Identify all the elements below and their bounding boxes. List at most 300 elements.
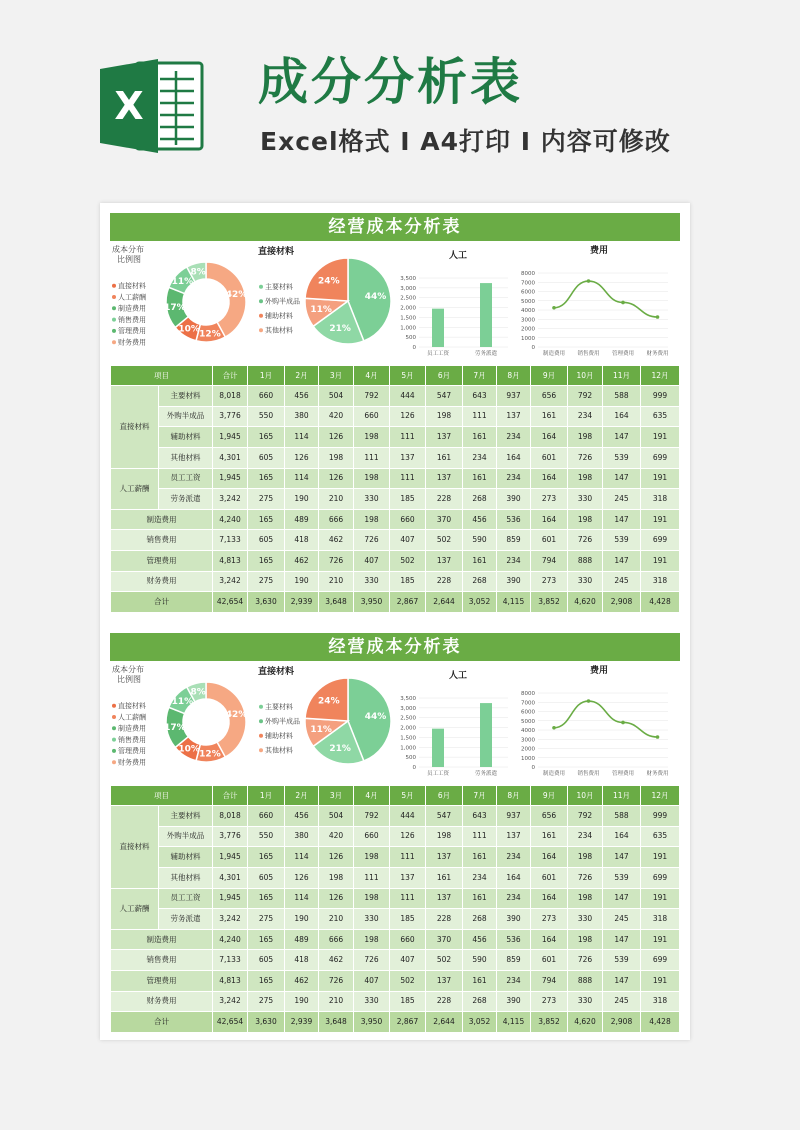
table-row-label: 管理费用 bbox=[111, 551, 213, 572]
cost-sheet-2 bbox=[110, 633, 680, 1033]
table-cell: 330 bbox=[354, 489, 390, 510]
table-cell: 330 bbox=[568, 571, 603, 592]
pie-legend-item: 主要材料 bbox=[265, 283, 293, 291]
table-cell: 228 bbox=[426, 571, 463, 592]
legend-dot bbox=[112, 306, 116, 310]
table-cell: 888 bbox=[568, 551, 603, 572]
table-cell: 601 bbox=[531, 867, 568, 888]
table-cell: 190 bbox=[285, 571, 319, 592]
expense-y-tick: 8000 bbox=[521, 691, 535, 697]
table-cell: 937 bbox=[497, 386, 531, 407]
table-cell: 547 bbox=[426, 806, 463, 827]
donut-slice-label: 42% bbox=[225, 710, 248, 721]
donut-legend-item: 直接材料 bbox=[118, 282, 146, 290]
labor-x-label: 劳务派遣 bbox=[474, 771, 498, 777]
dashboard-charts bbox=[110, 243, 680, 365]
table-cell: 161 bbox=[426, 867, 463, 888]
table-cell: 111 bbox=[354, 867, 390, 888]
table-header-cell: 6月 bbox=[426, 366, 463, 386]
table-row-label: 其他材料 bbox=[159, 447, 213, 468]
table-cell: 126 bbox=[319, 847, 354, 868]
table-cell: 699 bbox=[641, 867, 680, 888]
table-cell: 590 bbox=[463, 530, 497, 551]
table-header-cell: 12月 bbox=[641, 786, 680, 806]
labor-bar bbox=[432, 309, 444, 347]
table-cell: 42,654 bbox=[213, 1012, 248, 1033]
table-row-label: 财务费用 bbox=[111, 571, 213, 592]
table-cell: 114 bbox=[285, 427, 319, 448]
page-title: 成分分析表 bbox=[258, 53, 523, 111]
table-header-cell: 10月 bbox=[568, 786, 603, 806]
pie-legend-item: 主要材料 bbox=[265, 703, 293, 711]
table-cell: 137 bbox=[390, 447, 426, 468]
table-cell: 407 bbox=[354, 971, 390, 992]
table-cell: 114 bbox=[285, 888, 319, 909]
table-cell: 198 bbox=[354, 888, 390, 909]
donut-title-1: 成本分布 bbox=[112, 245, 144, 254]
table-cell: 502 bbox=[390, 551, 426, 572]
expense-x-label: 销售费用 bbox=[577, 771, 600, 777]
legend-dot bbox=[259, 719, 263, 723]
table-cell: 547 bbox=[426, 386, 463, 407]
labor-chart-title: 人工 bbox=[449, 251, 468, 261]
table-cell: 456 bbox=[285, 386, 319, 407]
table-cell: 418 bbox=[285, 530, 319, 551]
table-cell: 268 bbox=[463, 571, 497, 592]
table-cell: 536 bbox=[497, 929, 531, 950]
table-cell: 111 bbox=[390, 427, 426, 448]
pie-legend-item: 其他材料 bbox=[265, 326, 293, 335]
table-cell: 164 bbox=[497, 867, 531, 888]
donut-slice-label: 17% bbox=[164, 302, 186, 313]
table-cell: 726 bbox=[319, 551, 354, 572]
table-cell: 536 bbox=[497, 509, 531, 530]
table-cell: 3,052 bbox=[463, 1012, 497, 1033]
table-cell: 165 bbox=[248, 509, 285, 530]
donut-slice-label: 12% bbox=[199, 749, 221, 760]
pie-legend-item: 辅助材料 bbox=[265, 312, 293, 320]
table-cell: 8,018 bbox=[213, 386, 248, 407]
sheet-banner: 经营成本分析表 bbox=[110, 633, 680, 661]
labor-y-tick: 1,500 bbox=[400, 315, 416, 322]
table-cell: 137 bbox=[426, 847, 463, 868]
table-row bbox=[111, 386, 680, 407]
table-cell: 111 bbox=[463, 826, 497, 847]
table-row bbox=[111, 406, 680, 427]
table-cell: 635 bbox=[641, 826, 680, 847]
expense-x-label: 管理费用 bbox=[611, 351, 635, 357]
table-cell: 137 bbox=[426, 427, 463, 448]
table-cell: 462 bbox=[285, 971, 319, 992]
expense-x-label: 财务费用 bbox=[646, 771, 669, 777]
table-cell: 191 bbox=[641, 468, 680, 489]
table-cell: 726 bbox=[568, 530, 603, 551]
table-cell: 792 bbox=[568, 386, 603, 407]
expense-point bbox=[656, 735, 660, 739]
legend-dot bbox=[112, 284, 116, 288]
table-row-label: 制造费用 bbox=[111, 509, 213, 530]
table-header-cell: 5月 bbox=[390, 366, 426, 386]
table-row bbox=[111, 551, 680, 572]
table-cell: 191 bbox=[641, 427, 680, 448]
table-header-cell: 合计 bbox=[213, 786, 248, 806]
table-header-cell: 6月 bbox=[426, 786, 463, 806]
table-cell: 275 bbox=[248, 571, 285, 592]
table-cell: 234 bbox=[568, 406, 603, 427]
table-cell: 407 bbox=[390, 530, 426, 551]
table-cell: 198 bbox=[319, 447, 354, 468]
table-cell: 198 bbox=[354, 509, 390, 530]
table-header-cell: 1月 bbox=[248, 366, 285, 386]
legend-dot bbox=[112, 329, 116, 333]
table-cell: 191 bbox=[641, 929, 680, 950]
table-cell: 660 bbox=[248, 386, 285, 407]
table-row bbox=[111, 909, 680, 930]
table-cell: 234 bbox=[497, 468, 531, 489]
labor-y-tick: 0 bbox=[412, 765, 416, 771]
table-cell: 161 bbox=[463, 551, 497, 572]
pie-slice-label: 24% bbox=[318, 696, 340, 707]
table-row bbox=[111, 427, 680, 448]
labor-y-tick: 1,500 bbox=[400, 735, 416, 742]
labor-bar-chart bbox=[400, 276, 508, 357]
table-cell: 198 bbox=[319, 867, 354, 888]
table-cell: 198 bbox=[568, 468, 603, 489]
labor-chart-title: 人工 bbox=[449, 671, 468, 681]
table-cell: 185 bbox=[390, 909, 426, 930]
expense-y-tick: 7000 bbox=[521, 700, 535, 707]
table-cell: 605 bbox=[248, 950, 285, 971]
donut-slice-label: 10% bbox=[178, 744, 200, 755]
table-cell: 726 bbox=[354, 530, 390, 551]
expense-y-tick: 0 bbox=[531, 765, 535, 771]
labor-y-tick: 2,500 bbox=[400, 295, 416, 302]
table-cell: 198 bbox=[568, 929, 603, 950]
table-row-label: 外购半成品 bbox=[159, 826, 213, 847]
expense-y-tick: 5000 bbox=[521, 298, 535, 305]
table-cell: 792 bbox=[354, 806, 390, 827]
table-cell: 164 bbox=[531, 929, 568, 950]
table-cell: 2,644 bbox=[426, 1012, 463, 1033]
expense-y-tick: 1000 bbox=[521, 755, 535, 762]
table-cell: 165 bbox=[248, 427, 285, 448]
table-cell: 643 bbox=[463, 386, 497, 407]
table-cell: 390 bbox=[497, 991, 531, 1012]
table-cell: 462 bbox=[285, 551, 319, 572]
table-cell: 370 bbox=[426, 509, 463, 530]
table-cell: 550 bbox=[248, 406, 285, 427]
table-cell: 147 bbox=[603, 929, 641, 950]
table-cell: 111 bbox=[463, 406, 497, 427]
table-group-cell: 直接材料 bbox=[111, 386, 159, 469]
donut-chart bbox=[164, 682, 247, 762]
table-cell: 407 bbox=[390, 950, 426, 971]
table-cell: 245 bbox=[603, 909, 641, 930]
table-row-label: 外购半成品 bbox=[159, 406, 213, 427]
pie-legend-item: 外购半成品 bbox=[265, 717, 300, 726]
table-cell: 198 bbox=[354, 427, 390, 448]
table-cell: 165 bbox=[248, 929, 285, 950]
table-cell: 666 bbox=[319, 929, 354, 950]
table-cell: 605 bbox=[248, 530, 285, 551]
donut-slice-label: 12% bbox=[199, 329, 221, 340]
table-cell: 318 bbox=[641, 909, 680, 930]
pie-slice-label: 21% bbox=[329, 323, 351, 334]
table-row-label: 财务费用 bbox=[111, 991, 213, 1012]
table-cell: 126 bbox=[285, 447, 319, 468]
table-row-label: 销售费用 bbox=[111, 530, 213, 551]
table-header-cell: 2月 bbox=[285, 786, 319, 806]
table-cell: 4,620 bbox=[568, 1012, 603, 1033]
table-row bbox=[111, 571, 680, 592]
table-cell: 4,115 bbox=[497, 592, 531, 613]
table-cell: 2,867 bbox=[390, 592, 426, 613]
legend-dot bbox=[112, 340, 116, 344]
legend-dot bbox=[259, 285, 263, 289]
table-cell: 1,945 bbox=[213, 427, 248, 448]
table-cell: 126 bbox=[390, 406, 426, 427]
labor-x-label: 员工工资 bbox=[426, 771, 450, 777]
table-cell: 660 bbox=[354, 406, 390, 427]
pie-slice-label: 44% bbox=[364, 711, 387, 722]
table-cell: 164 bbox=[531, 847, 568, 868]
donut-slice-label: 8% bbox=[190, 267, 206, 278]
table-cell: 245 bbox=[603, 991, 641, 1012]
table-header-cell: 7月 bbox=[463, 786, 497, 806]
table-cell: 1,945 bbox=[213, 468, 248, 489]
table-cell: 273 bbox=[531, 489, 568, 510]
donut-legend-item: 制造费用 bbox=[118, 724, 146, 733]
table-cell: 190 bbox=[285, 991, 319, 1012]
table-cell: 7,133 bbox=[213, 950, 248, 971]
table-cell: 161 bbox=[426, 447, 463, 468]
expense-y-tick: 5000 bbox=[521, 718, 535, 725]
table-cell: 234 bbox=[497, 847, 531, 868]
table-cell: 3,776 bbox=[213, 826, 248, 847]
table-cell: 4,240 bbox=[213, 509, 248, 530]
legend-dot bbox=[259, 299, 263, 303]
table-cell: 234 bbox=[497, 551, 531, 572]
table-cell: 137 bbox=[426, 468, 463, 489]
donut-chart bbox=[164, 262, 247, 342]
table-header-cell: 4月 bbox=[354, 786, 390, 806]
table-row bbox=[111, 991, 680, 1012]
table-header-cell: 3月 bbox=[319, 366, 354, 386]
table-cell: 699 bbox=[641, 447, 680, 468]
cost-table bbox=[110, 785, 680, 1033]
table-cell: 726 bbox=[568, 867, 603, 888]
legend-dot bbox=[112, 295, 116, 299]
table-header-cell: 合计 bbox=[213, 366, 248, 386]
table-row bbox=[111, 971, 680, 992]
table-cell: 3,950 bbox=[354, 592, 390, 613]
table-cell: 273 bbox=[531, 571, 568, 592]
table-cell: 165 bbox=[248, 551, 285, 572]
table-cell: 190 bbox=[285, 489, 319, 510]
table-cell: 390 bbox=[497, 909, 531, 930]
table-cell: 114 bbox=[285, 847, 319, 868]
table-row-label: 制造费用 bbox=[111, 929, 213, 950]
table-cell: 161 bbox=[463, 468, 497, 489]
donut-legend-item: 人工薪酬 bbox=[118, 713, 146, 722]
labor-bar-chart bbox=[400, 696, 508, 777]
table-row-label: 员工工资 bbox=[159, 888, 213, 909]
labor-y-tick: 1,000 bbox=[400, 745, 416, 752]
donut-legend-item: 销售费用 bbox=[118, 735, 146, 744]
table-cell: 462 bbox=[319, 950, 354, 971]
table-cell: 390 bbox=[497, 489, 531, 510]
table-cell: 137 bbox=[497, 406, 531, 427]
table-row bbox=[111, 950, 680, 971]
table-cell: 161 bbox=[463, 427, 497, 448]
table-cell: 2,908 bbox=[603, 1012, 641, 1033]
legend-dot bbox=[112, 318, 116, 322]
table-cell: 164 bbox=[531, 888, 568, 909]
table-row bbox=[111, 447, 680, 468]
table-cell: 3,242 bbox=[213, 909, 248, 930]
table-cell: 418 bbox=[285, 950, 319, 971]
donut-slice-label: 8% bbox=[190, 687, 206, 698]
table-cell: 588 bbox=[603, 386, 641, 407]
table-cell: 3,950 bbox=[354, 1012, 390, 1033]
table-cell: 164 bbox=[497, 447, 531, 468]
table-cell: 4,240 bbox=[213, 929, 248, 950]
table-cell: 126 bbox=[319, 427, 354, 448]
table-cell: 147 bbox=[603, 971, 641, 992]
table-cell: 318 bbox=[641, 991, 680, 1012]
table-cell: 268 bbox=[463, 489, 497, 510]
legend-dot bbox=[259, 314, 263, 318]
table-cell: 164 bbox=[531, 468, 568, 489]
expense-point bbox=[621, 301, 625, 305]
expense-y-tick: 6000 bbox=[521, 289, 535, 296]
table-cell: 234 bbox=[568, 826, 603, 847]
table-cell: 147 bbox=[603, 888, 641, 909]
table-cell: 605 bbox=[248, 867, 285, 888]
table-cell: 699 bbox=[641, 950, 680, 971]
legend-dot bbox=[259, 705, 263, 709]
table-row bbox=[111, 530, 680, 551]
table-cell: 185 bbox=[390, 991, 426, 1012]
table-cell: 888 bbox=[568, 971, 603, 992]
pie-legend-item: 外购半成品 bbox=[265, 297, 300, 306]
table-cell: 2,939 bbox=[285, 592, 319, 613]
pie-slice-label: 11% bbox=[310, 724, 332, 735]
table-cell: 859 bbox=[497, 530, 531, 551]
table-cell: 185 bbox=[390, 571, 426, 592]
table-cell: 656 bbox=[531, 386, 568, 407]
table-cell: 462 bbox=[319, 530, 354, 551]
table-cell: 330 bbox=[568, 489, 603, 510]
table-cell: 3,242 bbox=[213, 571, 248, 592]
table-cell: 330 bbox=[354, 909, 390, 930]
table-cell: 161 bbox=[463, 888, 497, 909]
table-cell: 164 bbox=[603, 406, 641, 427]
table-cell: 234 bbox=[463, 867, 497, 888]
labor-bar bbox=[480, 703, 492, 767]
table-cell: 318 bbox=[641, 489, 680, 510]
table-cell: 198 bbox=[568, 847, 603, 868]
table-cell: 7,133 bbox=[213, 530, 248, 551]
legend-dot bbox=[112, 726, 116, 730]
expense-y-tick: 2000 bbox=[521, 326, 535, 333]
expense-x-label: 财务费用 bbox=[646, 351, 669, 357]
donut-legend-item: 财务费用 bbox=[118, 338, 146, 347]
table-cell: 275 bbox=[248, 991, 285, 1012]
table-cell: 794 bbox=[531, 551, 568, 572]
table-cell: 318 bbox=[641, 571, 680, 592]
table-cell: 273 bbox=[531, 991, 568, 1012]
table-cell: 164 bbox=[603, 826, 641, 847]
table-header-cell: 项目 bbox=[111, 366, 213, 386]
table-cell: 3,630 bbox=[248, 592, 285, 613]
table-group-cell: 人工薪酬 bbox=[111, 888, 159, 929]
table-cell: 4,813 bbox=[213, 971, 248, 992]
table-cell: 601 bbox=[531, 950, 568, 971]
table-row-label: 合计 bbox=[111, 1012, 213, 1033]
labor-x-label: 劳务派遣 bbox=[474, 351, 498, 357]
table-cell: 147 bbox=[603, 509, 641, 530]
table-cell: 191 bbox=[641, 551, 680, 572]
table-header-cell: 4月 bbox=[354, 366, 390, 386]
table-cell: 3,630 bbox=[248, 1012, 285, 1033]
table-cell: 137 bbox=[390, 867, 426, 888]
cost-table bbox=[110, 365, 680, 613]
table-row bbox=[111, 468, 680, 489]
table-header-cell: 9月 bbox=[531, 366, 568, 386]
table-row bbox=[111, 592, 680, 613]
table-cell: 390 bbox=[497, 571, 531, 592]
table-header-cell: 5月 bbox=[390, 786, 426, 806]
table-cell: 660 bbox=[354, 826, 390, 847]
table-row bbox=[111, 1012, 680, 1033]
labor-y-tick: 3,000 bbox=[400, 285, 416, 292]
table-cell: 198 bbox=[568, 888, 603, 909]
table-cell: 234 bbox=[497, 888, 531, 909]
table-cell: 539 bbox=[603, 530, 641, 551]
labor-y-tick: 500 bbox=[405, 755, 416, 762]
pie-slice-label: 11% bbox=[310, 304, 332, 315]
table-row-label: 劳务派遣 bbox=[159, 909, 213, 930]
pie-legend bbox=[259, 282, 300, 335]
labor-bar bbox=[432, 729, 444, 767]
labor-y-tick: 2,000 bbox=[400, 305, 416, 312]
table-cell: 42,654 bbox=[213, 592, 248, 613]
table-cell: 726 bbox=[354, 950, 390, 971]
table-cell: 370 bbox=[426, 929, 463, 950]
expense-line-chart bbox=[521, 691, 669, 777]
table-cell: 126 bbox=[319, 468, 354, 489]
labor-bar bbox=[480, 283, 492, 347]
table-cell: 126 bbox=[319, 888, 354, 909]
table-row-label: 劳务派遣 bbox=[159, 489, 213, 510]
table-cell: 161 bbox=[463, 847, 497, 868]
pie-chart bbox=[305, 678, 391, 764]
table-header-cell: 8月 bbox=[497, 786, 531, 806]
table-cell: 3,242 bbox=[213, 991, 248, 1012]
page-subtitle: Excel格式 I A4打印 I 内容可修改 bbox=[260, 127, 671, 156]
table-cell: 245 bbox=[603, 571, 641, 592]
table-cell: 489 bbox=[285, 929, 319, 950]
table-cell: 8,018 bbox=[213, 806, 248, 827]
table-cell: 147 bbox=[603, 468, 641, 489]
table-cell: 539 bbox=[603, 867, 641, 888]
table-row bbox=[111, 867, 680, 888]
table-cell: 111 bbox=[390, 888, 426, 909]
table-cell: 4,301 bbox=[213, 867, 248, 888]
table-cell: 420 bbox=[319, 826, 354, 847]
table-cell: 275 bbox=[248, 489, 285, 510]
